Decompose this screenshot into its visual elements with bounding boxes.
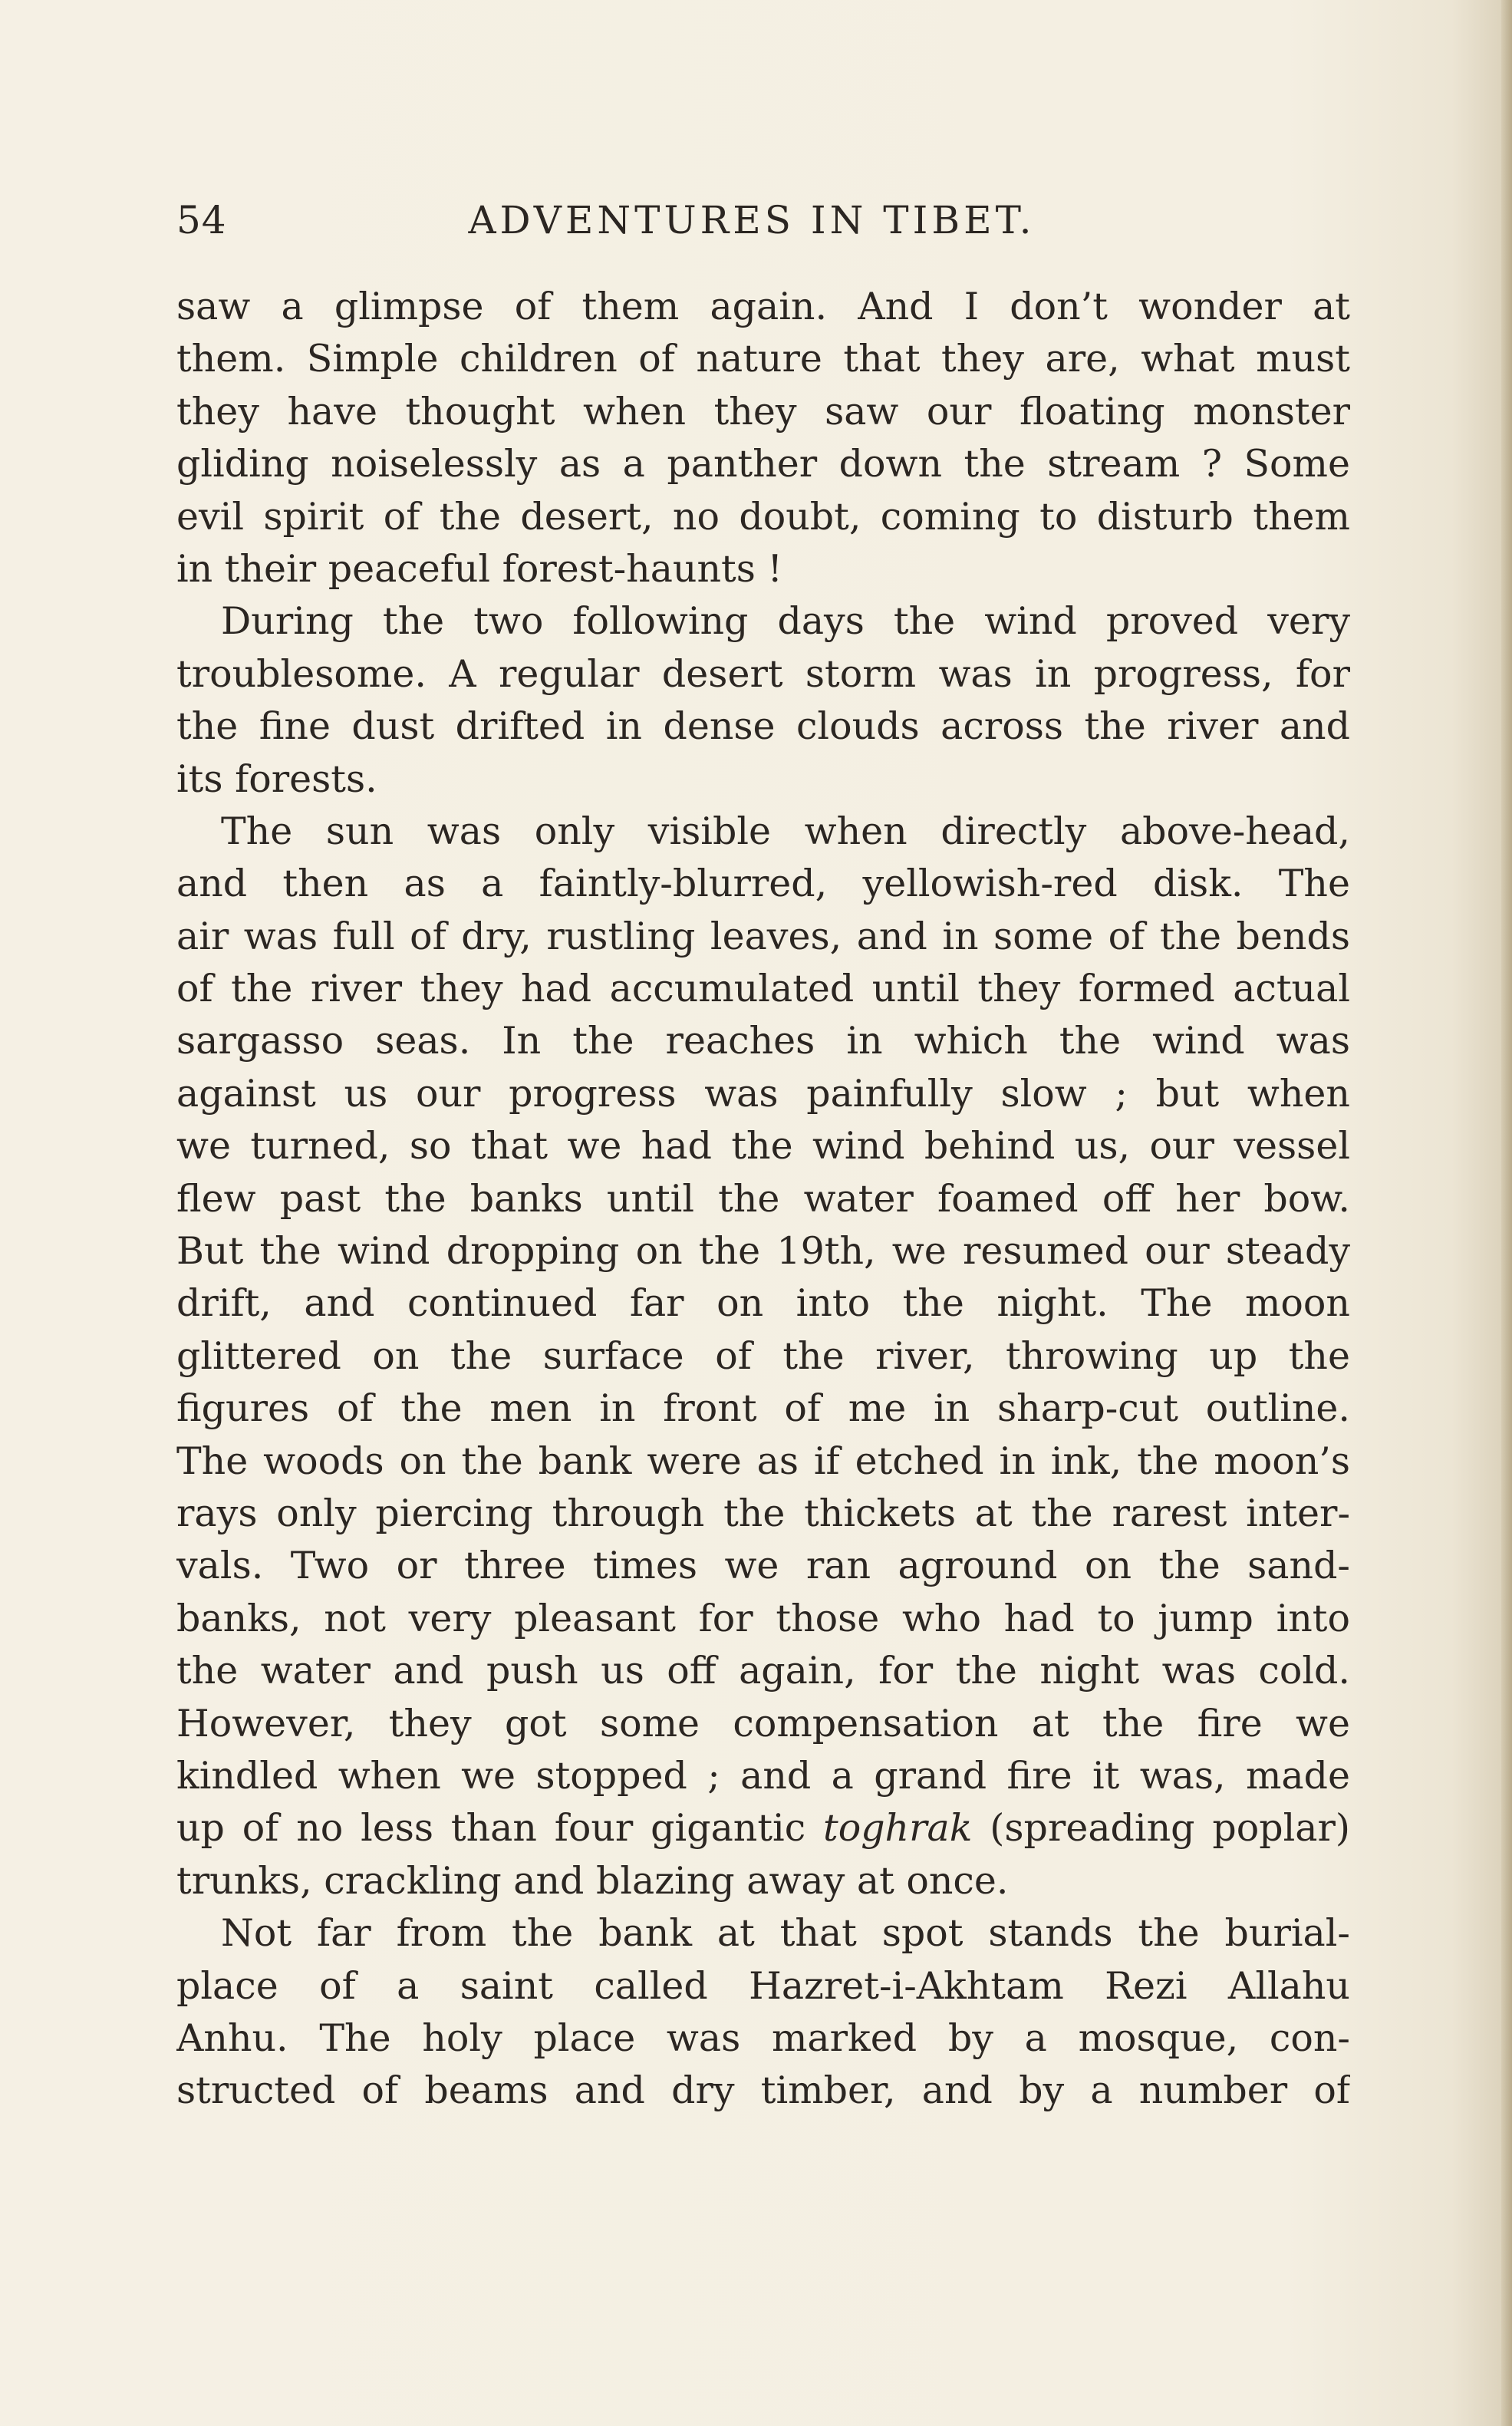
- text-line: the fine dust drifted in dense clouds across the river and: [176, 704, 1350, 749]
- text-line: During the two following days the wind proved very: [221, 599, 1350, 644]
- text-line: air was full of dry, rustling leaves, and in some of the bends: [176, 914, 1350, 958]
- page-header: [176, 198, 1350, 252]
- text-line: evil spirit of the desert, no doubt, coming to disturb them: [176, 494, 1350, 539]
- text-line: The sun was only visible when directly above-head,: [221, 809, 1350, 853]
- text-line: flew past the banks until the water foamed off her bow.: [176, 1176, 1350, 1221]
- text-line: banks, not very pleasant for those who had to jump into: [176, 1596, 1350, 1640]
- line-segment: up of no less than four gigantic: [176, 1806, 823, 1851]
- text-line: However, they got some compensation at the fire we: [176, 1701, 1350, 1745]
- text-line: Anhu. The holy place was marked by a mosque, con-: [176, 2016, 1350, 2060]
- text-line: kindled when we stopped ; and a grand fire it was, made: [176, 1753, 1350, 1798]
- text-line: trunks, crackling and blazing away at once.: [176, 1858, 1009, 1903]
- text-line: saw a glimpse of them again. And I don’t wonder at: [176, 285, 1350, 328]
- page-edge: [1501, 0, 1512, 2426]
- text-line: drift, and continued far on into the night. The moon: [176, 1281, 1350, 1326]
- text-line: of the river they had accumulated until they formed actual: [176, 967, 1350, 1011]
- italic-term: toghrak: [823, 1806, 973, 1851]
- body-text: [176, 281, 1350, 2118]
- text-line: sargasso seas. In the reaches in which the wind was: [176, 1019, 1350, 1063]
- text-line-with-italic: [176, 1802, 1350, 1854]
- text-line: place of a saint called Hazret-i-Akhtam Rezi Allahu: [176, 1963, 1350, 2008]
- text-line: troublesome. A regular desert storm was in progress, for: [176, 651, 1350, 696]
- text-line: and then as a faintly-blurred, yellowish-red disk. The: [176, 862, 1350, 906]
- text-line: But the wind dropping on the 19th, we resumed our steady: [176, 1229, 1350, 1274]
- text-line: The woods on the bank were as if etched in ink, the moon’s: [176, 1439, 1350, 1483]
- text-line: rays only piercing through the thickets at the rarest inter-: [176, 1491, 1350, 1535]
- text-line: in their peaceful forest-haunts !: [176, 546, 783, 591]
- text-line: structed of beams and dry timber, and by a number of: [176, 2068, 1350, 2113]
- text-line: its forests.: [176, 756, 377, 801]
- text-line: against us our progress was painfully slow ; but when: [176, 1071, 1350, 1116]
- text-line: figures of the men in front of me in sharp-cut outline.: [176, 1386, 1350, 1431]
- text-line: the water and push us off again, for the night was cold.: [176, 1649, 1350, 1693]
- text-line: glittered on the surface of the river, throwing up the: [176, 1333, 1350, 1378]
- text-line: vals. Two or three times we ran aground on the sand-: [176, 1544, 1350, 1588]
- line-segment: (spreading poplar): [972, 1806, 1350, 1851]
- text-line: Not far from the bank at that spot stands the burial-: [221, 1911, 1350, 1956]
- page-number: 54: [176, 198, 227, 242]
- text-line: gliding noiselessly as a panther down the stream ? Some: [176, 442, 1350, 486]
- running-title: ADVENTURES IN TIBET.: [468, 198, 1036, 242]
- text-line: we turned, so that we had the wind behind us, our vessel: [176, 1124, 1350, 1169]
- text-line: they have thought when they saw our floating monster: [176, 389, 1350, 433]
- text-line: them. Simple children of nature that they are, what must: [176, 337, 1350, 381]
